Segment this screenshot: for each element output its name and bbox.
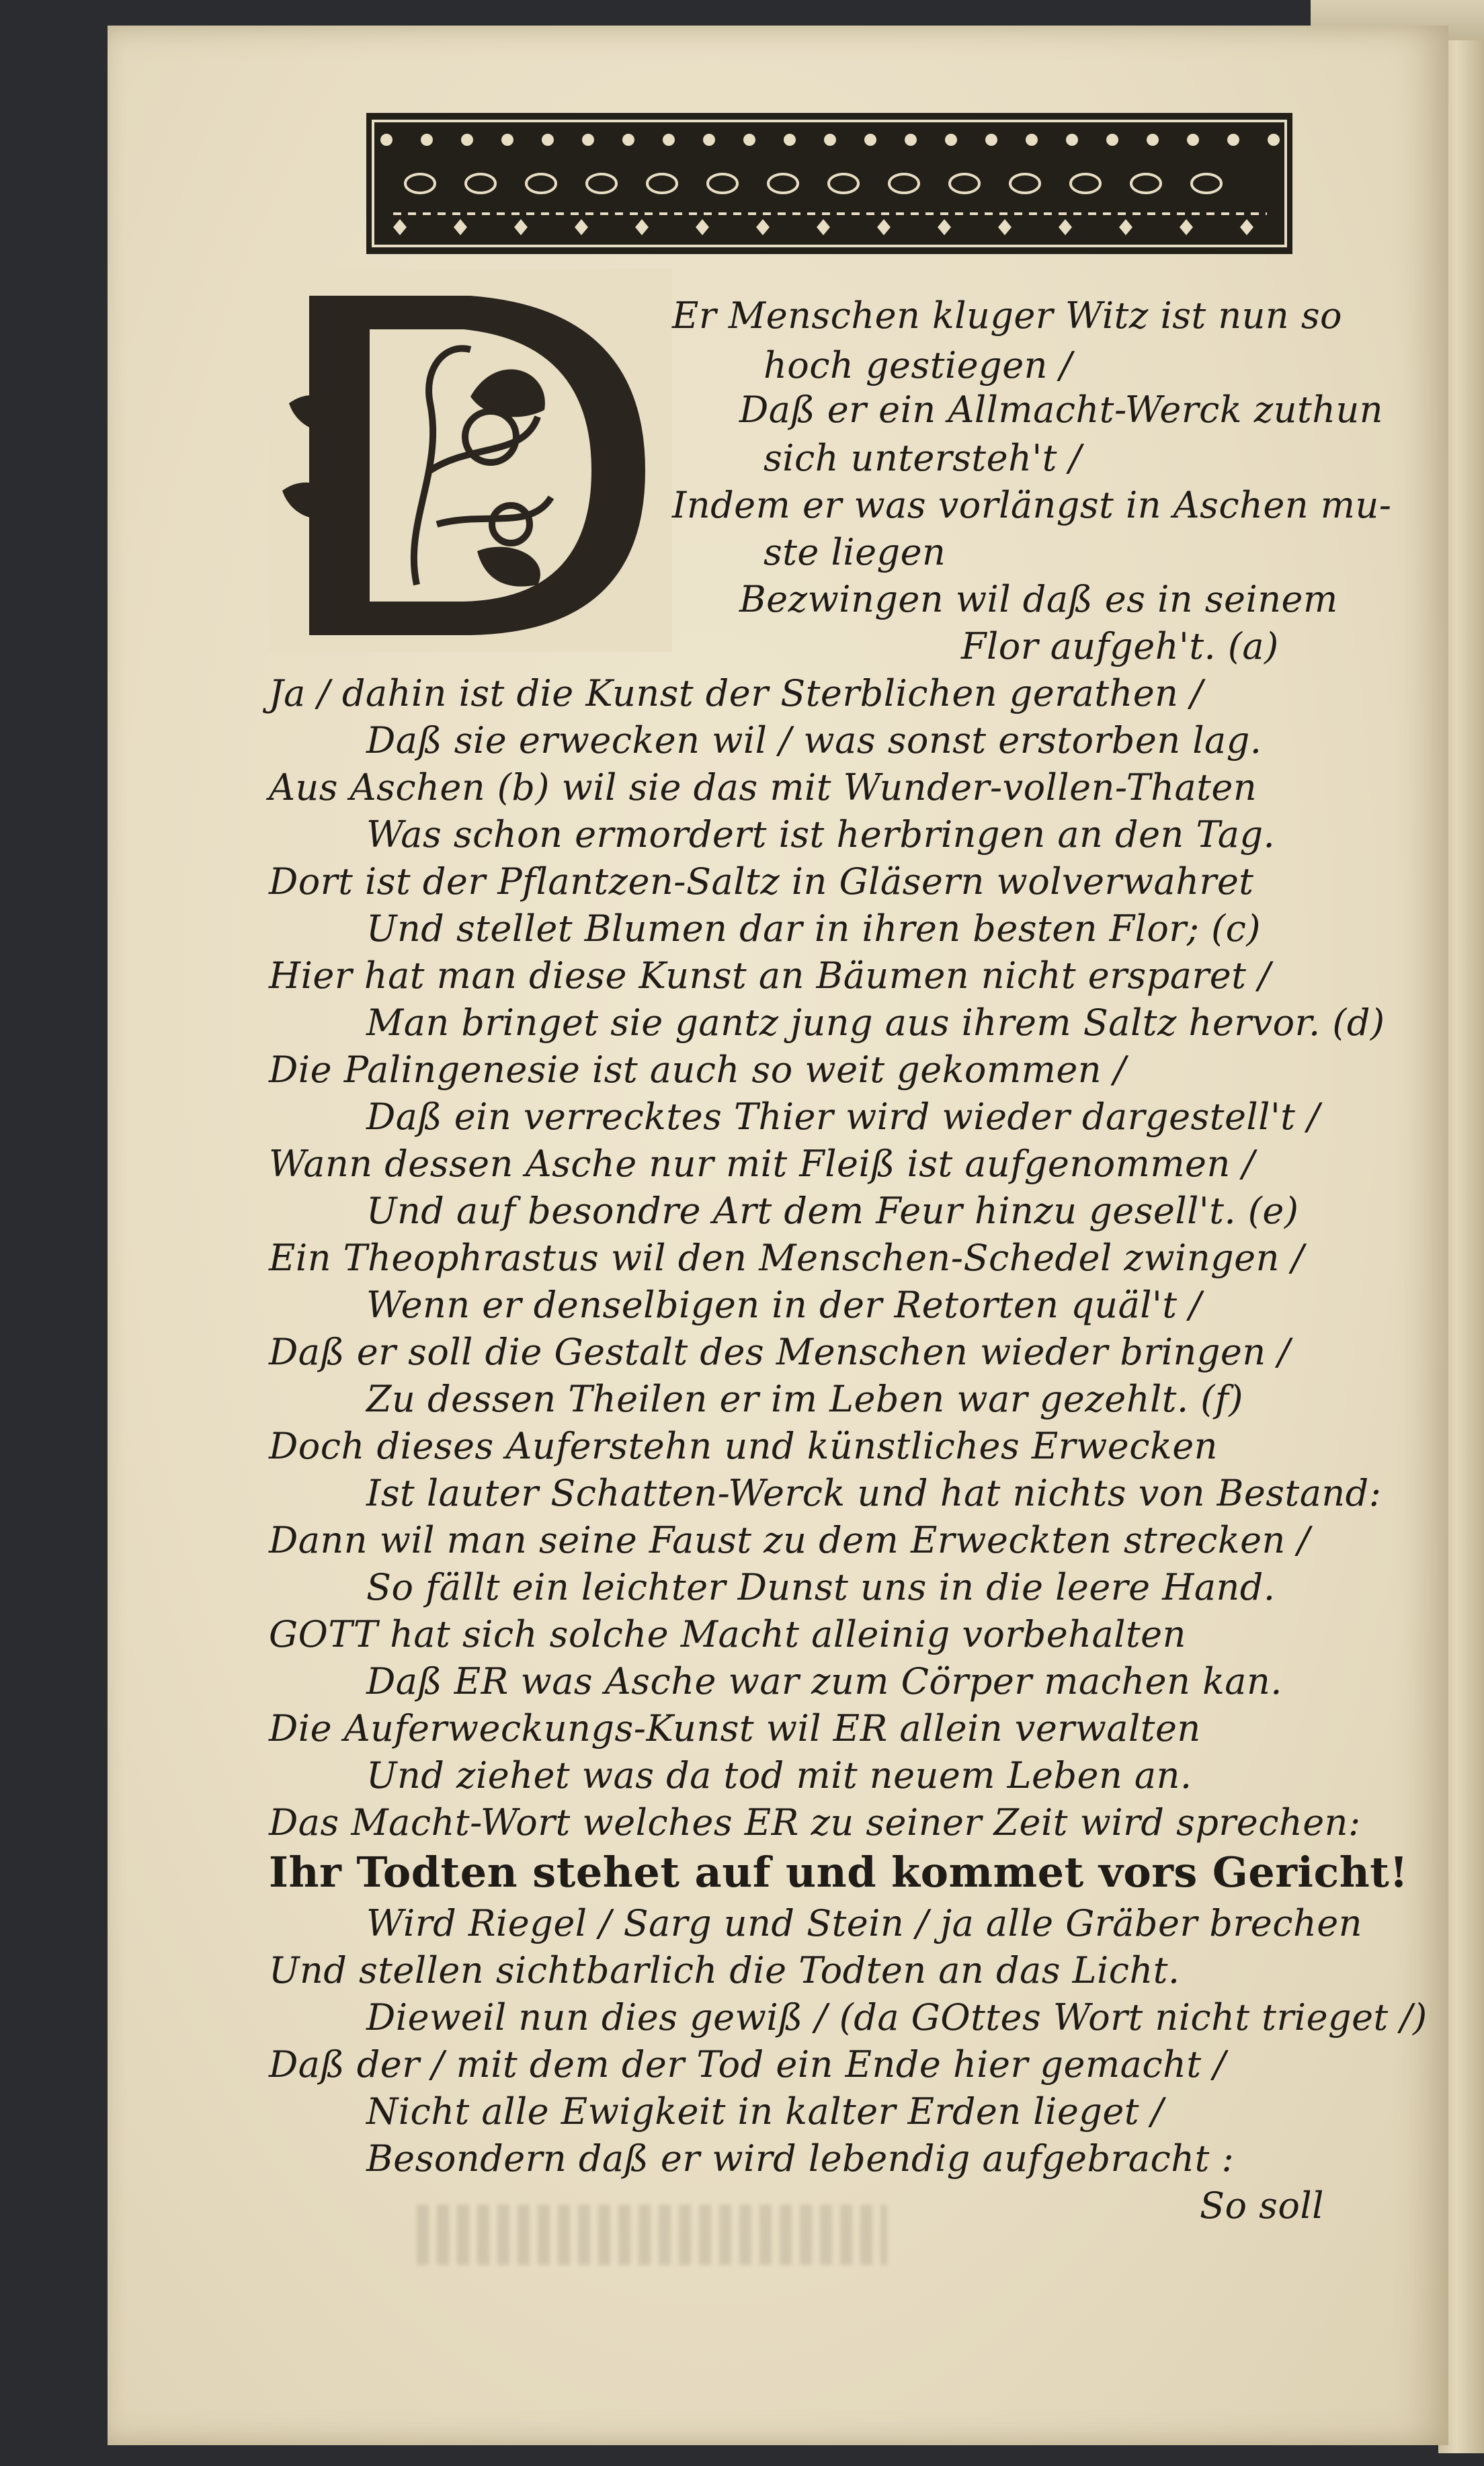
poem-line: GOTT hat sich solche Macht alleinig vorbehalten [269,1613,1186,1655]
poem-line: Und ziehet was da tod mit neuem Leben an. [366,1754,1192,1797]
poem-line: Daß ER was Asche war zum Cörper machen kan. [366,1660,1282,1702]
catchword: So soll [1200,2184,1324,2227]
poem-line: Zu dessen Theilen er im Leben war gezehlt. (f) [366,1378,1243,1420]
poem-line: Dieweil nun dies gewiß / (da GOttes Wort nicht trieget /) [366,1996,1428,2039]
poem-line: Das Macht-Wort welches ER zu seiner Zeit wird sprechen: [269,1801,1361,1844]
poem-line: Und stellet Blumen dar in ihren besten Flor; (c) [366,907,1261,950]
poem-line: Ist lauter Schatten-Werck und hat nichts von Bestand: [366,1472,1382,1514]
poem-line: Dann wil man seine Faust zu dem Erweckten strecken / [269,1519,1311,1561]
poem-line: Flor aufgeh't. (a) [961,625,1279,667]
poem-line: Aus Aschen (b) wil sie das mit Wunder-vollen-Thaten [269,766,1258,809]
poem-line: ste liegen [764,531,946,573]
poem-line: Besondern daß er wird lebendig aufgebracht : [366,2137,1235,2180]
poem-line: Daß sie erwecken wil / was sonst erstorben lag. [366,719,1262,762]
poem-line: Wird Riegel / Sarg und Stein / ja alle Gräber brechen [366,1902,1363,1944]
poem-line: sich untersteh't / [764,437,1082,479]
poem-line: Wenn er denselbigen in der Retorten quäl't / [366,1284,1202,1326]
ornamental-header-band [366,113,1292,254]
poem-line: Hier hat man diese Kunst an Bäumen nicht ersparet / [269,954,1271,997]
poem-line: Was schon ermordert ist herbringen an den Tag. [366,813,1276,856]
poem-line: Daß ein verrecktes Thier wird wieder dargestell't / [366,1096,1320,1138]
poem-line: Man bringet sie gantz jung aus ihrem Saltz hervor. (d) [366,1001,1385,1044]
poem-line: Indem er was vorlängst in Aschen mu- [672,484,1392,526]
poem-line: Daß er ein Allmacht-Werck zuthun [739,388,1384,431]
poem-line: hoch gestiegen / [764,344,1073,386]
poem-line: Dort ist der Pflantzen-Saltz in Gläsern wolverwahret [269,860,1254,903]
poem-line-emphasis: Ihr Todten stehet auf und kommet vors Gericht! [269,1848,1409,1897]
poem-line: Daß der / mit dem der Tod ein Ende hier gemacht / [269,2043,1226,2086]
poem-line: Und auf besondre Art dem Feur hinzu gesell't. (e) [366,1190,1299,1232]
decorated-initial-d [269,269,672,652]
poem-line: Ja / dahin ist die Kunst der Sterblichen gerathen / [269,672,1203,714]
poem-line: Nicht alle Ewigkeit in kalter Erden lieget / [366,2090,1164,2133]
show-through-text [417,2205,887,2265]
poem-line: Und stellen sichtbarlich die Todten an das Licht. [269,1949,1180,1991]
poem-line: Wann dessen Asche nur mit Fleiß ist aufgenommen / [269,1143,1255,1185]
poem-line: Die Auferweckungs-Kunst wil ER allein verwalten [269,1707,1201,1750]
poem-line: Ein Theophrastus wil den Menschen-Schedel zwingen / [269,1237,1305,1279]
poem-line: Doch dieses Auferstehn und künstliches Erwecken [269,1425,1218,1467]
poem-line: Er Menschen kluger Witz ist nun so [672,294,1343,337]
poem-line: Die Palingenesie ist auch so weit gekommen / [269,1049,1126,1091]
poem-line: So fällt ein leichter Dunst uns in die leere Hand. [366,1566,1276,1608]
poem-line: Bezwingen wil daß es in seinem [739,578,1338,620]
poem-line: Daß er soll die Gestalt des Menschen wieder bringen / [269,1331,1290,1373]
